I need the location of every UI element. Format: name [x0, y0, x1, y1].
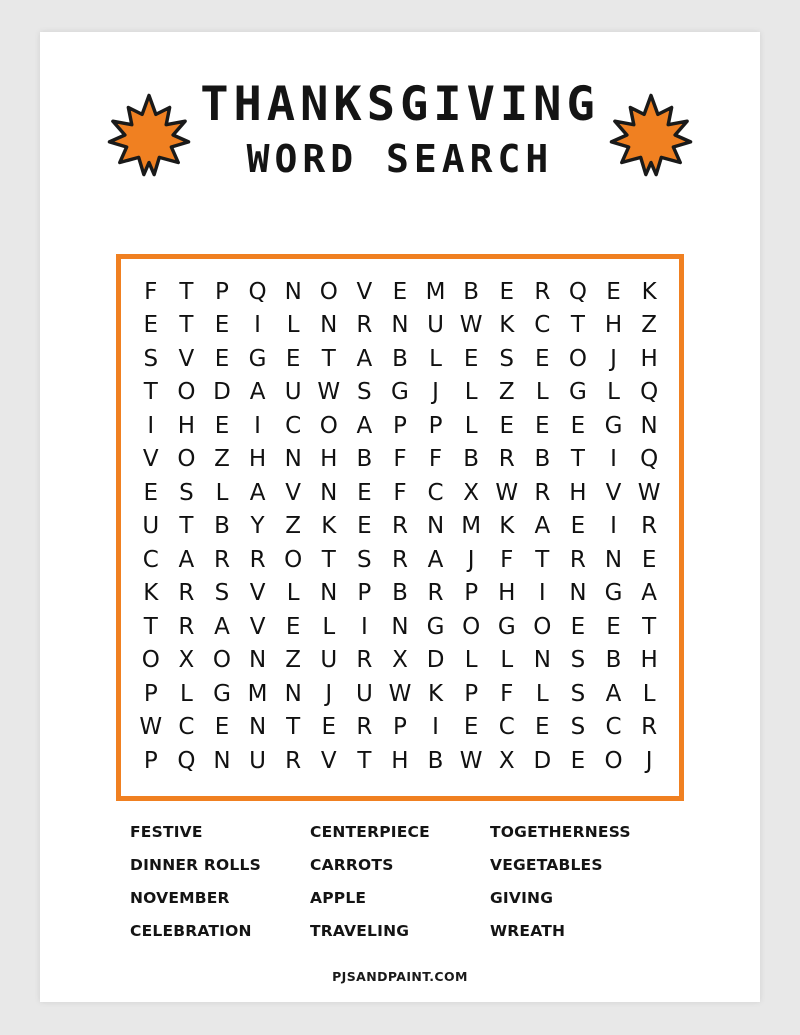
- grid-cell: E: [499, 412, 514, 439]
- grid-cell: L: [535, 680, 549, 707]
- worksheet-page: [40, 32, 760, 1002]
- grid-row: [133, 543, 667, 577]
- grid-cell: J: [645, 747, 653, 774]
- grid-cell: C: [605, 714, 622, 741]
- grid-cell: X: [392, 647, 408, 674]
- grid-cell: E: [570, 513, 586, 540]
- grid-cell: Q: [640, 446, 659, 473]
- grid-row: [133, 476, 667, 510]
- grid-cell: E: [499, 278, 514, 305]
- grid-cell: Z: [498, 379, 515, 406]
- grid-cell: T: [179, 278, 194, 305]
- grid-cell: E: [570, 747, 586, 774]
- grid-cell: L: [179, 680, 193, 707]
- grid-cell: K: [499, 312, 515, 339]
- grid-cell: T: [642, 613, 657, 640]
- grid-cell: O: [141, 647, 160, 674]
- grid-cell: E: [285, 345, 301, 372]
- grid-cell: W: [459, 312, 483, 339]
- grid-cell: H: [640, 345, 658, 372]
- word-list-item: GIVING: [490, 888, 554, 907]
- grid-row: [133, 677, 667, 711]
- grid-cell: V: [285, 479, 302, 506]
- grid-cell: G: [604, 580, 623, 607]
- grid-cell: E: [214, 345, 230, 372]
- grid-row: [133, 309, 667, 343]
- grid-cell: I: [360, 613, 368, 640]
- grid-cell: W: [459, 747, 483, 774]
- title-sub: WORD SEARCH: [246, 137, 554, 182]
- word-list-item: CELEBRATION: [130, 921, 252, 940]
- grid-cell: L: [464, 647, 478, 674]
- grid-row: [133, 376, 667, 410]
- header: [40, 77, 760, 230]
- grid-cell: P: [428, 412, 443, 439]
- grid-cell: T: [143, 613, 158, 640]
- grid-cell: N: [284, 680, 302, 707]
- grid-cell: R: [498, 446, 515, 473]
- grid-cell: T: [286, 714, 301, 741]
- grid-cell: R: [427, 580, 444, 607]
- grid-cell: C: [534, 312, 551, 339]
- letter-grid-table: [133, 275, 667, 778]
- grid-cell: A: [214, 613, 230, 640]
- grid-cell: V: [605, 479, 622, 506]
- grid-cell: N: [604, 546, 623, 573]
- grid-cell: A: [356, 345, 373, 372]
- grid-cell: I: [610, 513, 617, 540]
- grid-cell: U: [284, 379, 302, 406]
- grid-cell: E: [535, 345, 550, 372]
- grid-cell: N: [213, 747, 231, 774]
- grid-cell: X: [498, 747, 515, 774]
- grid-cell: L: [464, 379, 478, 406]
- grid-cell: S: [357, 546, 372, 573]
- grid-cell: O: [604, 747, 623, 774]
- grid-cell: H: [248, 446, 267, 473]
- grid-cell: P: [215, 278, 229, 305]
- grid-cell: I: [254, 312, 261, 339]
- grid-cell: B: [463, 278, 480, 305]
- grid-cell: U: [142, 513, 160, 540]
- grid-cell: O: [212, 647, 232, 674]
- grid-cell: E: [357, 479, 372, 506]
- grid-cell: H: [569, 479, 587, 506]
- grid-cell: E: [214, 412, 230, 439]
- grid-cell: V: [178, 345, 195, 372]
- grid-cell: A: [427, 546, 444, 573]
- grid-cell: H: [320, 446, 338, 473]
- word-list-column: [490, 823, 670, 955]
- grid-cell: V: [142, 446, 159, 473]
- grid-cell: X: [178, 647, 195, 674]
- grid-cell: C: [285, 412, 302, 439]
- grid-cell: L: [286, 580, 300, 607]
- grid-cell: D: [426, 647, 445, 674]
- grid-cell: F: [428, 446, 443, 473]
- grid-cell: K: [143, 580, 159, 607]
- grid-cell: P: [393, 714, 407, 741]
- grid-cell: E: [606, 278, 621, 305]
- grid-cell: E: [392, 278, 408, 305]
- grid-cell: G: [497, 613, 516, 640]
- grid-cell: E: [570, 412, 586, 439]
- grid-cell: O: [177, 379, 196, 406]
- grid-cell: N: [533, 647, 551, 674]
- grid-cell: B: [392, 580, 408, 607]
- grid-cell: R: [285, 747, 302, 774]
- grid-cell: E: [214, 312, 230, 339]
- word-list-item: NOVEMBER: [130, 888, 230, 907]
- grid-cell: O: [284, 546, 303, 573]
- grid-cell: E: [641, 546, 657, 573]
- grid-cell: D: [213, 379, 231, 406]
- grid-cell: N: [640, 412, 658, 439]
- grid-cell: T: [179, 513, 194, 540]
- grid-cell: Z: [641, 312, 658, 339]
- grid-cell: T: [143, 379, 158, 406]
- grid-cell: G: [426, 613, 445, 640]
- grid-cell: A: [605, 680, 622, 707]
- grid-cell: N: [248, 714, 267, 741]
- grid-cell: M: [461, 513, 482, 540]
- grid-cell: A: [178, 546, 195, 573]
- grid-cell: B: [392, 345, 408, 372]
- grid-cell: O: [319, 412, 338, 439]
- grid-cell: L: [322, 613, 336, 640]
- grid-cell: I: [147, 412, 155, 439]
- grid-cell: Z: [214, 446, 230, 473]
- grid-cell: R: [249, 546, 266, 573]
- grid-row: [133, 744, 667, 778]
- grid-cell: H: [604, 312, 623, 339]
- grid-cell: T: [179, 312, 194, 339]
- word-list-item: WREATH: [490, 921, 566, 940]
- grid-cell: T: [570, 446, 585, 473]
- grid-cell: T: [321, 546, 336, 573]
- grid-cell: T: [535, 546, 550, 573]
- grid-cell: A: [249, 379, 266, 406]
- grid-cell: I: [538, 580, 546, 607]
- grid-cell: M: [247, 680, 268, 707]
- maple-leaf-icon: [608, 92, 694, 178]
- grid-cell: S: [570, 680, 586, 707]
- grid-cell: O: [462, 613, 481, 640]
- word-list-column: [310, 823, 490, 955]
- grid-cell: C: [142, 546, 159, 573]
- grid-cell: F: [393, 479, 407, 506]
- grid-cell: E: [535, 714, 550, 741]
- grid-cell: A: [641, 580, 658, 607]
- grid-cell: K: [428, 680, 444, 707]
- grid-cell: C: [178, 714, 195, 741]
- grid-cell: K: [499, 513, 515, 540]
- grid-cell: D: [533, 747, 552, 774]
- grid-cell: R: [213, 546, 230, 573]
- word-list-item: TOGETHERNESS: [490, 822, 631, 841]
- grid-cell: Q: [248, 278, 267, 305]
- grid-cell: B: [427, 747, 444, 774]
- grid-cell: S: [179, 479, 194, 506]
- grid-cell: U: [320, 647, 338, 674]
- grid-cell: P: [464, 680, 479, 707]
- grid-cell: V: [249, 580, 266, 607]
- grid-cell: E: [285, 613, 301, 640]
- grid-cell: U: [355, 680, 373, 707]
- grid-cell: R: [391, 546, 408, 573]
- grid-row: [133, 443, 667, 477]
- grid-cell: X: [463, 479, 480, 506]
- grid-cell: M: [425, 278, 446, 305]
- grid-cell: Q: [568, 278, 587, 305]
- grid-cell: B: [214, 513, 230, 540]
- grid-cell: E: [570, 613, 586, 640]
- grid-cell: S: [570, 714, 586, 741]
- grid-cell: B: [356, 446, 373, 473]
- grid-cell: H: [391, 747, 409, 774]
- grid-row: [133, 275, 667, 309]
- grid-cell: W: [139, 714, 163, 741]
- grid-cell: I: [610, 446, 617, 473]
- grid-cell: J: [325, 680, 333, 707]
- grid-cell: P: [143, 747, 158, 774]
- grid-cell: N: [391, 613, 409, 640]
- grid-cell: R: [356, 647, 373, 674]
- grid-cell: R: [641, 513, 658, 540]
- grid-cell: R: [641, 714, 658, 741]
- grid-cell: Y: [250, 513, 265, 540]
- word-list-item: VEGETABLES: [490, 855, 603, 874]
- grid-cell: B: [605, 647, 622, 674]
- grid-cell: U: [249, 747, 266, 774]
- grid-cell: O: [177, 446, 196, 473]
- grid-cell: V: [356, 278, 373, 305]
- grid-cell: N: [284, 278, 302, 305]
- word-list-item: DINNER ROLLS: [130, 855, 261, 874]
- grid-cell: R: [569, 546, 586, 573]
- grid-cell: N: [391, 312, 409, 339]
- grid-cell: R: [534, 278, 551, 305]
- grid-cell: G: [604, 412, 623, 439]
- grid-cell: H: [640, 647, 658, 674]
- grid-cell: N: [320, 479, 338, 506]
- grid-cell: W: [495, 479, 519, 506]
- grid-cell: O: [533, 613, 552, 640]
- grid-cell: G: [248, 345, 267, 372]
- grid-cell: K: [641, 278, 657, 305]
- grid-cell: V: [249, 613, 266, 640]
- grid-cell: J: [432, 379, 439, 406]
- grid-cell: Q: [177, 747, 196, 774]
- word-list-column: [130, 823, 310, 955]
- grid-cell: V: [320, 747, 337, 774]
- grid-cell: Q: [640, 379, 659, 406]
- grid-cell: E: [463, 714, 479, 741]
- grid-cell: S: [499, 345, 515, 372]
- grid-cell: L: [215, 479, 229, 506]
- grid-cell: P: [393, 412, 407, 439]
- grid-cell: L: [607, 379, 620, 406]
- grid-cell: B: [534, 446, 551, 473]
- grid-cell: A: [249, 479, 266, 506]
- grid-cell: P: [464, 580, 479, 607]
- grid-cell: E: [321, 714, 337, 741]
- grid-cell: R: [534, 479, 551, 506]
- grid-cell: W: [637, 479, 661, 506]
- grid-row: [133, 510, 667, 544]
- grid-cell: O: [568, 345, 587, 372]
- grid-row: [133, 610, 667, 644]
- grid-cell: S: [570, 647, 586, 674]
- grid-cell: B: [463, 446, 480, 473]
- title-main: THANKSGIVING: [200, 77, 600, 132]
- grid-row: [133, 644, 667, 678]
- grid-cell: L: [535, 379, 549, 406]
- grid-cell: C: [427, 479, 444, 506]
- grid-cell: T: [570, 312, 585, 339]
- grid-cell: L: [429, 345, 442, 372]
- grid-cell: G: [391, 379, 409, 406]
- grid-cell: K: [321, 513, 337, 540]
- grid-cell: R: [356, 312, 373, 339]
- grid-cell: I: [432, 714, 439, 741]
- grid-cell: E: [357, 513, 372, 540]
- grid-cell: W: [317, 379, 341, 406]
- grid-cell: H: [177, 412, 196, 439]
- grid-cell: F: [144, 278, 158, 305]
- grid-cell: F: [393, 446, 407, 473]
- grid-cell: O: [319, 278, 338, 305]
- grid-cell: E: [214, 714, 230, 741]
- grid-cell: J: [467, 546, 475, 573]
- grid-cell: Z: [285, 513, 302, 540]
- grid-cell: L: [464, 412, 478, 439]
- grid-cell: S: [357, 379, 372, 406]
- grid-cell: T: [321, 345, 336, 372]
- word-search-grid: [116, 254, 684, 801]
- grid-cell: E: [143, 479, 159, 506]
- grid-cell: N: [569, 580, 587, 607]
- grid-cell: G: [569, 379, 587, 406]
- word-list-item: APPLE: [310, 888, 367, 907]
- grid-row: [133, 342, 667, 376]
- grid-row: [133, 577, 667, 611]
- grid-cell: S: [214, 580, 230, 607]
- grid-cell: E: [463, 345, 479, 372]
- word-list-item: FESTIVE: [130, 822, 203, 841]
- grid-cell: H: [498, 580, 516, 607]
- grid-cell: E: [535, 412, 550, 439]
- grid-cell: F: [500, 680, 514, 707]
- grid-cell: R: [178, 613, 195, 640]
- grid-cell: A: [534, 513, 551, 540]
- grid-cell: P: [143, 680, 158, 707]
- grid-row: [133, 711, 667, 745]
- grid-cell: L: [500, 647, 514, 674]
- grid-cell: R: [391, 513, 408, 540]
- grid-cell: N: [284, 446, 302, 473]
- word-list-item: CARROTS: [310, 855, 394, 874]
- grid-cell: R: [178, 580, 195, 607]
- grid-cell: E: [606, 613, 621, 640]
- grid-cell: N: [426, 513, 445, 540]
- grid-cell: U: [427, 312, 444, 339]
- grid-cell: A: [356, 412, 373, 439]
- grid-cell: N: [320, 580, 338, 607]
- grid-row: [133, 409, 667, 443]
- grid-cell: R: [356, 714, 373, 741]
- grid-cell: T: [357, 747, 372, 774]
- grid-cell: N: [248, 647, 267, 674]
- grid-cell: Z: [285, 647, 302, 674]
- grid-cell: S: [143, 345, 159, 372]
- grid-cell: G: [213, 680, 231, 707]
- word-list-item: CENTERPIECE: [310, 822, 430, 841]
- grid-cell: L: [642, 680, 656, 707]
- grid-cell: I: [254, 412, 261, 439]
- grid-cell: N: [320, 312, 338, 339]
- grid-cell: L: [286, 312, 300, 339]
- grid-cell: W: [388, 680, 412, 707]
- grid-cell: J: [610, 345, 617, 372]
- maple-leaf-icon: [106, 92, 192, 178]
- word-list: [130, 823, 670, 955]
- grid-cell: F: [500, 546, 514, 573]
- grid-cell: C: [498, 714, 515, 741]
- footer-credit: PJSANDPAINT.COM: [332, 968, 468, 984]
- grid-cell: P: [357, 580, 372, 607]
- word-list-item: TRAVELING: [310, 921, 410, 940]
- grid-cell: E: [143, 312, 159, 339]
